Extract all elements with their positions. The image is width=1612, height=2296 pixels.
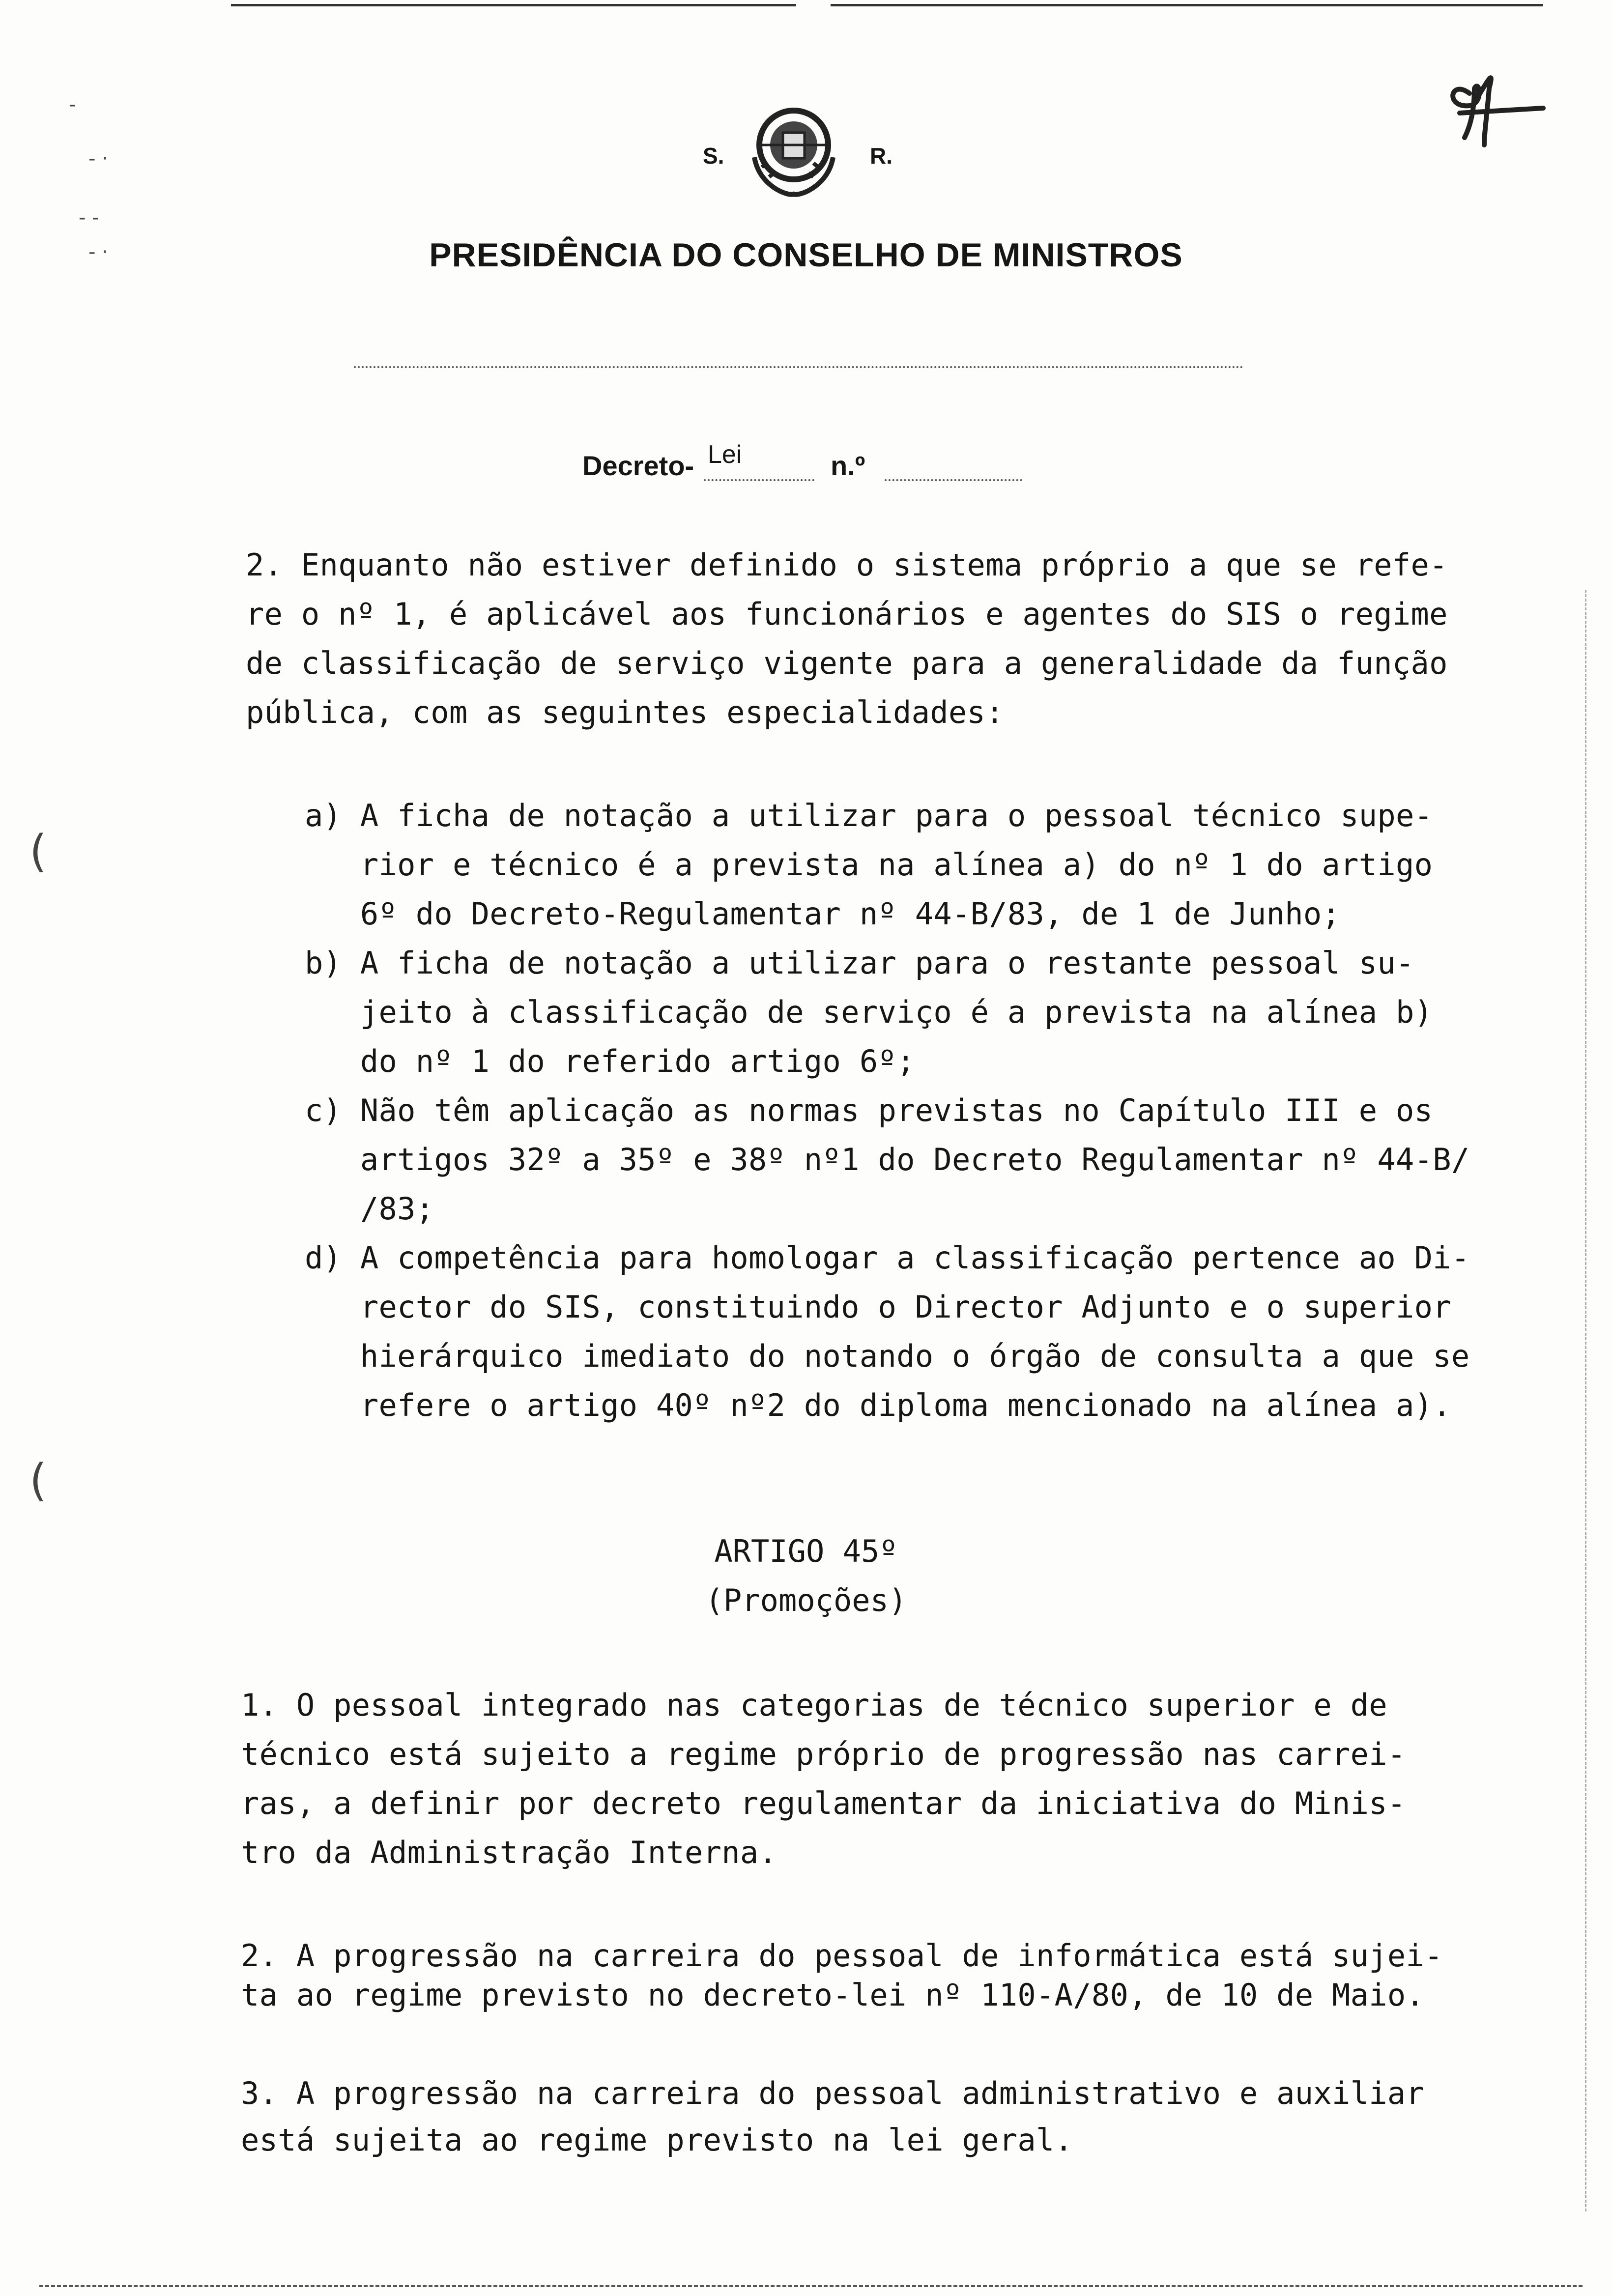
list-item-line: hierárquico imediato do notando o órgão de consulta a que se <box>305 1338 1470 1374</box>
article-paragraph-line: está sujeita ao regime previsto na lei geral. <box>241 2122 1073 2158</box>
margin-speck: - <box>69 93 76 116</box>
article-paragraph-line: 3. A progressão na carreira do pessoal administrativo e auxiliar <box>241 2075 1425 2111</box>
list-item-line: b) A ficha de notação a utilizar para o restante pessoal su- <box>305 945 1414 981</box>
header-letter-s: S. <box>703 143 724 169</box>
article-paragraph-line: técnico está sujeito a regime próprio de progressão nas carrei- <box>241 1736 1406 1772</box>
list-item-line: rior e técnico é a prevista na alínea a) do nº 1 do artigo <box>305 847 1433 883</box>
handwritten-initial <box>1440 59 1553 152</box>
article-paragraph-line: ras, a definir por decreto regulamentar da iniciativa do Minis- <box>241 1785 1406 1821</box>
list-item-line: rector do SIS, constituindo o Director Adjunto e o superior <box>305 1289 1451 1325</box>
decree-prefix: Decreto- <box>582 450 694 481</box>
list-item-line: refere o artigo 40º nº2 do diploma mencionado na alínea a). <box>305 1387 1451 1423</box>
list-item-line: a) A ficha de notação a utilizar para o pessoal técnico supe- <box>305 798 1433 833</box>
decree-number-dotted <box>885 479 1022 481</box>
paragraph-line: re o nº 1, é aplicável aos funcionários e agentes do SIS o regime <box>246 596 1448 632</box>
article-subtitle: (Promoções) <box>705 1582 907 1618</box>
margin-bracket-mark: ( <box>29 826 47 877</box>
list-item-line: do nº 1 do referido artigo 6º; <box>305 1043 915 1079</box>
bottom-edge-scan-line <box>39 2285 1583 2289</box>
margin-speck: - - <box>79 206 99 229</box>
header-letter-r: R. <box>870 143 892 169</box>
header-dotted-line <box>354 366 1243 368</box>
paragraph-line: de classificação de serviço vigente para a generalidade da função <box>246 645 1448 681</box>
article-paragraph-line: 1. O pessoal integrado nas categorias de técnico superior e de <box>241 1687 1387 1723</box>
top-rule-right <box>831 4 1543 6</box>
article-heading: ARTIGO 45º <box>714 1533 898 1569</box>
decree-type-dotted <box>704 479 814 481</box>
margin-speck: - · <box>88 147 108 170</box>
list-item-line: d) A competência para homologar a classificação pertence ao Di- <box>305 1240 1470 1276</box>
paragraph-line: pública, com as seguintes especialidades: <box>246 694 1004 730</box>
margin-bracket-mark: ( <box>29 1455 47 1506</box>
article-paragraph-line: 2. A progressão na carreira do pessoal de informática está sujei- <box>241 1938 1443 1974</box>
decree-type: Lei <box>708 440 742 469</box>
article-paragraph-line: ta ao regime previsto no decreto-lei nº 110-A/80, de 10 de Maio. <box>241 1977 1425 2013</box>
list-item-line: /83; <box>305 1191 434 1227</box>
article-paragraph-line: tro da Administração Interna. <box>241 1835 777 1870</box>
right-edge-scan-line <box>1585 590 1588 2211</box>
list-item-line: artigos 32º a 35º e 38º nº1 do Decreto Regulamentar nº 44-B/ <box>305 1142 1470 1177</box>
margin-speck: - · <box>88 241 108 263</box>
decree-number-label: n.º <box>831 450 865 481</box>
top-rule-left <box>231 4 796 6</box>
list-item-line: 6º do Decreto-Regulamentar nº 44-B/83, de 1 de Junho; <box>305 896 1341 932</box>
coat-of-arms-emblem <box>740 103 848 201</box>
header-title: PRESIDÊNCIA DO CONSELHO DE MINISTROS <box>429 236 1183 274</box>
paragraph-line: 2. Enquanto não estiver definido o sistema próprio a que se refe- <box>246 547 1448 583</box>
list-item-line: jeito à classificação de serviço é a prevista na alínea b) <box>305 994 1433 1030</box>
list-item-line: c) Não têm aplicação as normas previstas no Capítulo III e os <box>305 1092 1433 1128</box>
